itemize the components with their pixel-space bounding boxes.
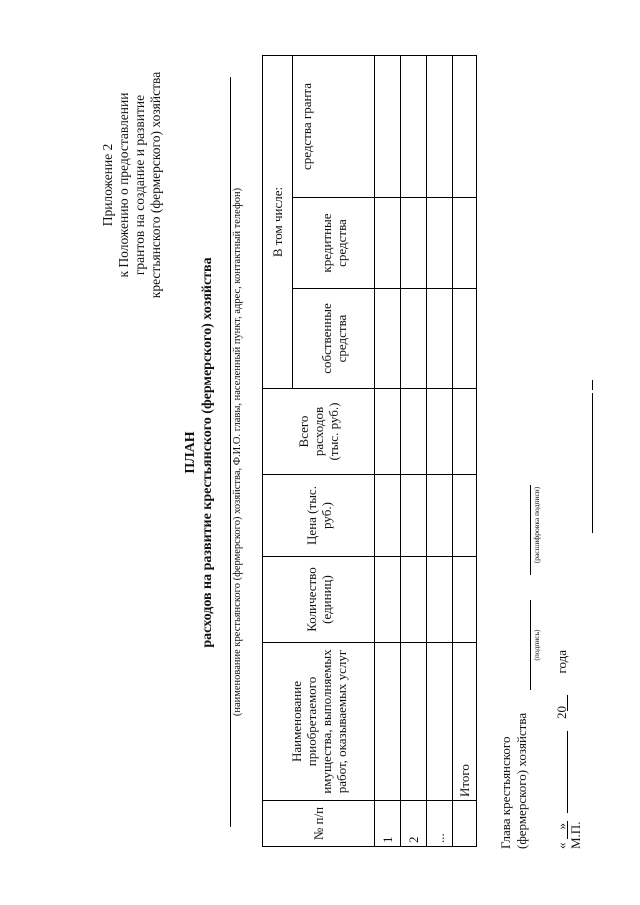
- table-cell[interactable]: [453, 557, 477, 643]
- signature-line[interactable]: [530, 600, 531, 690]
- appendix-header: [100, 35, 164, 335]
- table-cell[interactable]: [453, 289, 477, 389]
- year-line[interactable]: [567, 695, 568, 711]
- header-credit-funds: кредитные средства: [293, 198, 375, 289]
- table-cell[interactable]: [427, 389, 453, 475]
- header-including: В том числе:: [263, 56, 293, 389]
- table-row: [427, 56, 453, 847]
- year-prefix: 20: [554, 706, 569, 719]
- appendix-line-3: грантов на создание и развитие: [132, 94, 147, 276]
- expense-plan-table: [262, 55, 477, 847]
- table-cell[interactable]: [427, 289, 453, 389]
- head-label-line-1: Глава крестьянского: [498, 736, 513, 849]
- header-qty: Количество (единиц): [263, 557, 375, 643]
- table-cell[interactable]: [453, 389, 477, 475]
- appendix-line-2: к Положению о предоставлении: [116, 92, 131, 278]
- total-row: [453, 56, 477, 847]
- table-cell[interactable]: [375, 389, 401, 475]
- header-num: № п/п: [263, 801, 375, 847]
- header-grant-funds: средства гранта: [293, 56, 375, 198]
- signature-decode-line[interactable]: [530, 485, 531, 575]
- table-cell[interactable]: [375, 289, 401, 389]
- extra-line: [592, 380, 593, 390]
- header-own-funds: собственные средства: [293, 289, 375, 389]
- header-total: Всего расходов (тыс. руб.): [263, 389, 375, 475]
- month-line[interactable]: [567, 731, 568, 813]
- title-line-1: ПЛАН: [183, 431, 198, 474]
- table-cell[interactable]: [401, 475, 427, 557]
- table-cell[interactable]: [401, 56, 427, 198]
- table-cell[interactable]: [401, 389, 427, 475]
- signature-caption: (подпись): [532, 629, 541, 661]
- table-row: [375, 56, 401, 847]
- appendix-line-4: крестьянского (фермерского) хозяйства: [148, 71, 163, 299]
- table-cell[interactable]: [453, 56, 477, 198]
- header-price: Цена (тыс. руб.): [263, 475, 375, 557]
- row-number: 2: [401, 801, 427, 847]
- table-cell[interactable]: [375, 56, 401, 198]
- extra-line: [592, 393, 593, 533]
- org-fill-line: [230, 77, 231, 827]
- row-number: ...: [427, 801, 453, 847]
- table-cell[interactable]: [453, 198, 477, 289]
- total-label: Итого: [453, 643, 477, 801]
- org-caption: (наименование крестьянского (фермерского) хозяйства, Ф.И.О. главы, населенный пункт, адрес, контактный телефон): [232, 187, 243, 717]
- head-label-line-2: (фермерского) хозяйства: [514, 712, 529, 849]
- date-close-quote: »: [554, 823, 569, 830]
- year-suffix: года: [554, 649, 569, 674]
- table-cell[interactable]: [427, 475, 453, 557]
- signature-block: [498, 713, 530, 849]
- header-name: Наименование приобретаемого имущества, выполняемых работ, оказываемых услуг: [263, 643, 375, 801]
- table-cell[interactable]: [401, 557, 427, 643]
- table-cell[interactable]: [401, 198, 427, 289]
- table-cell[interactable]: [375, 643, 401, 801]
- table-cell[interactable]: [401, 289, 427, 389]
- row-number: 1: [375, 801, 401, 847]
- table-cell[interactable]: [375, 475, 401, 557]
- table-cell[interactable]: [427, 56, 453, 198]
- table-cell[interactable]: [427, 643, 453, 801]
- table-cell[interactable]: [427, 198, 453, 289]
- table-cell: [453, 801, 477, 847]
- table-cell[interactable]: [453, 475, 477, 557]
- document-title: [182, 0, 216, 905]
- decode-caption: (расшифровка подписи): [532, 486, 541, 564]
- table-row: [401, 56, 427, 847]
- appendix-line-1: Приложение 2: [100, 143, 115, 227]
- table-cell[interactable]: [375, 198, 401, 289]
- date-open-quote: «: [554, 842, 569, 849]
- table-cell[interactable]: [375, 557, 401, 643]
- table-cell[interactable]: [427, 557, 453, 643]
- stamp-label: М.П.: [568, 821, 583, 849]
- table-cell[interactable]: [401, 643, 427, 801]
- title-line-2: расходов на развитие крестьянского (фермерского) хозяйства: [200, 257, 215, 648]
